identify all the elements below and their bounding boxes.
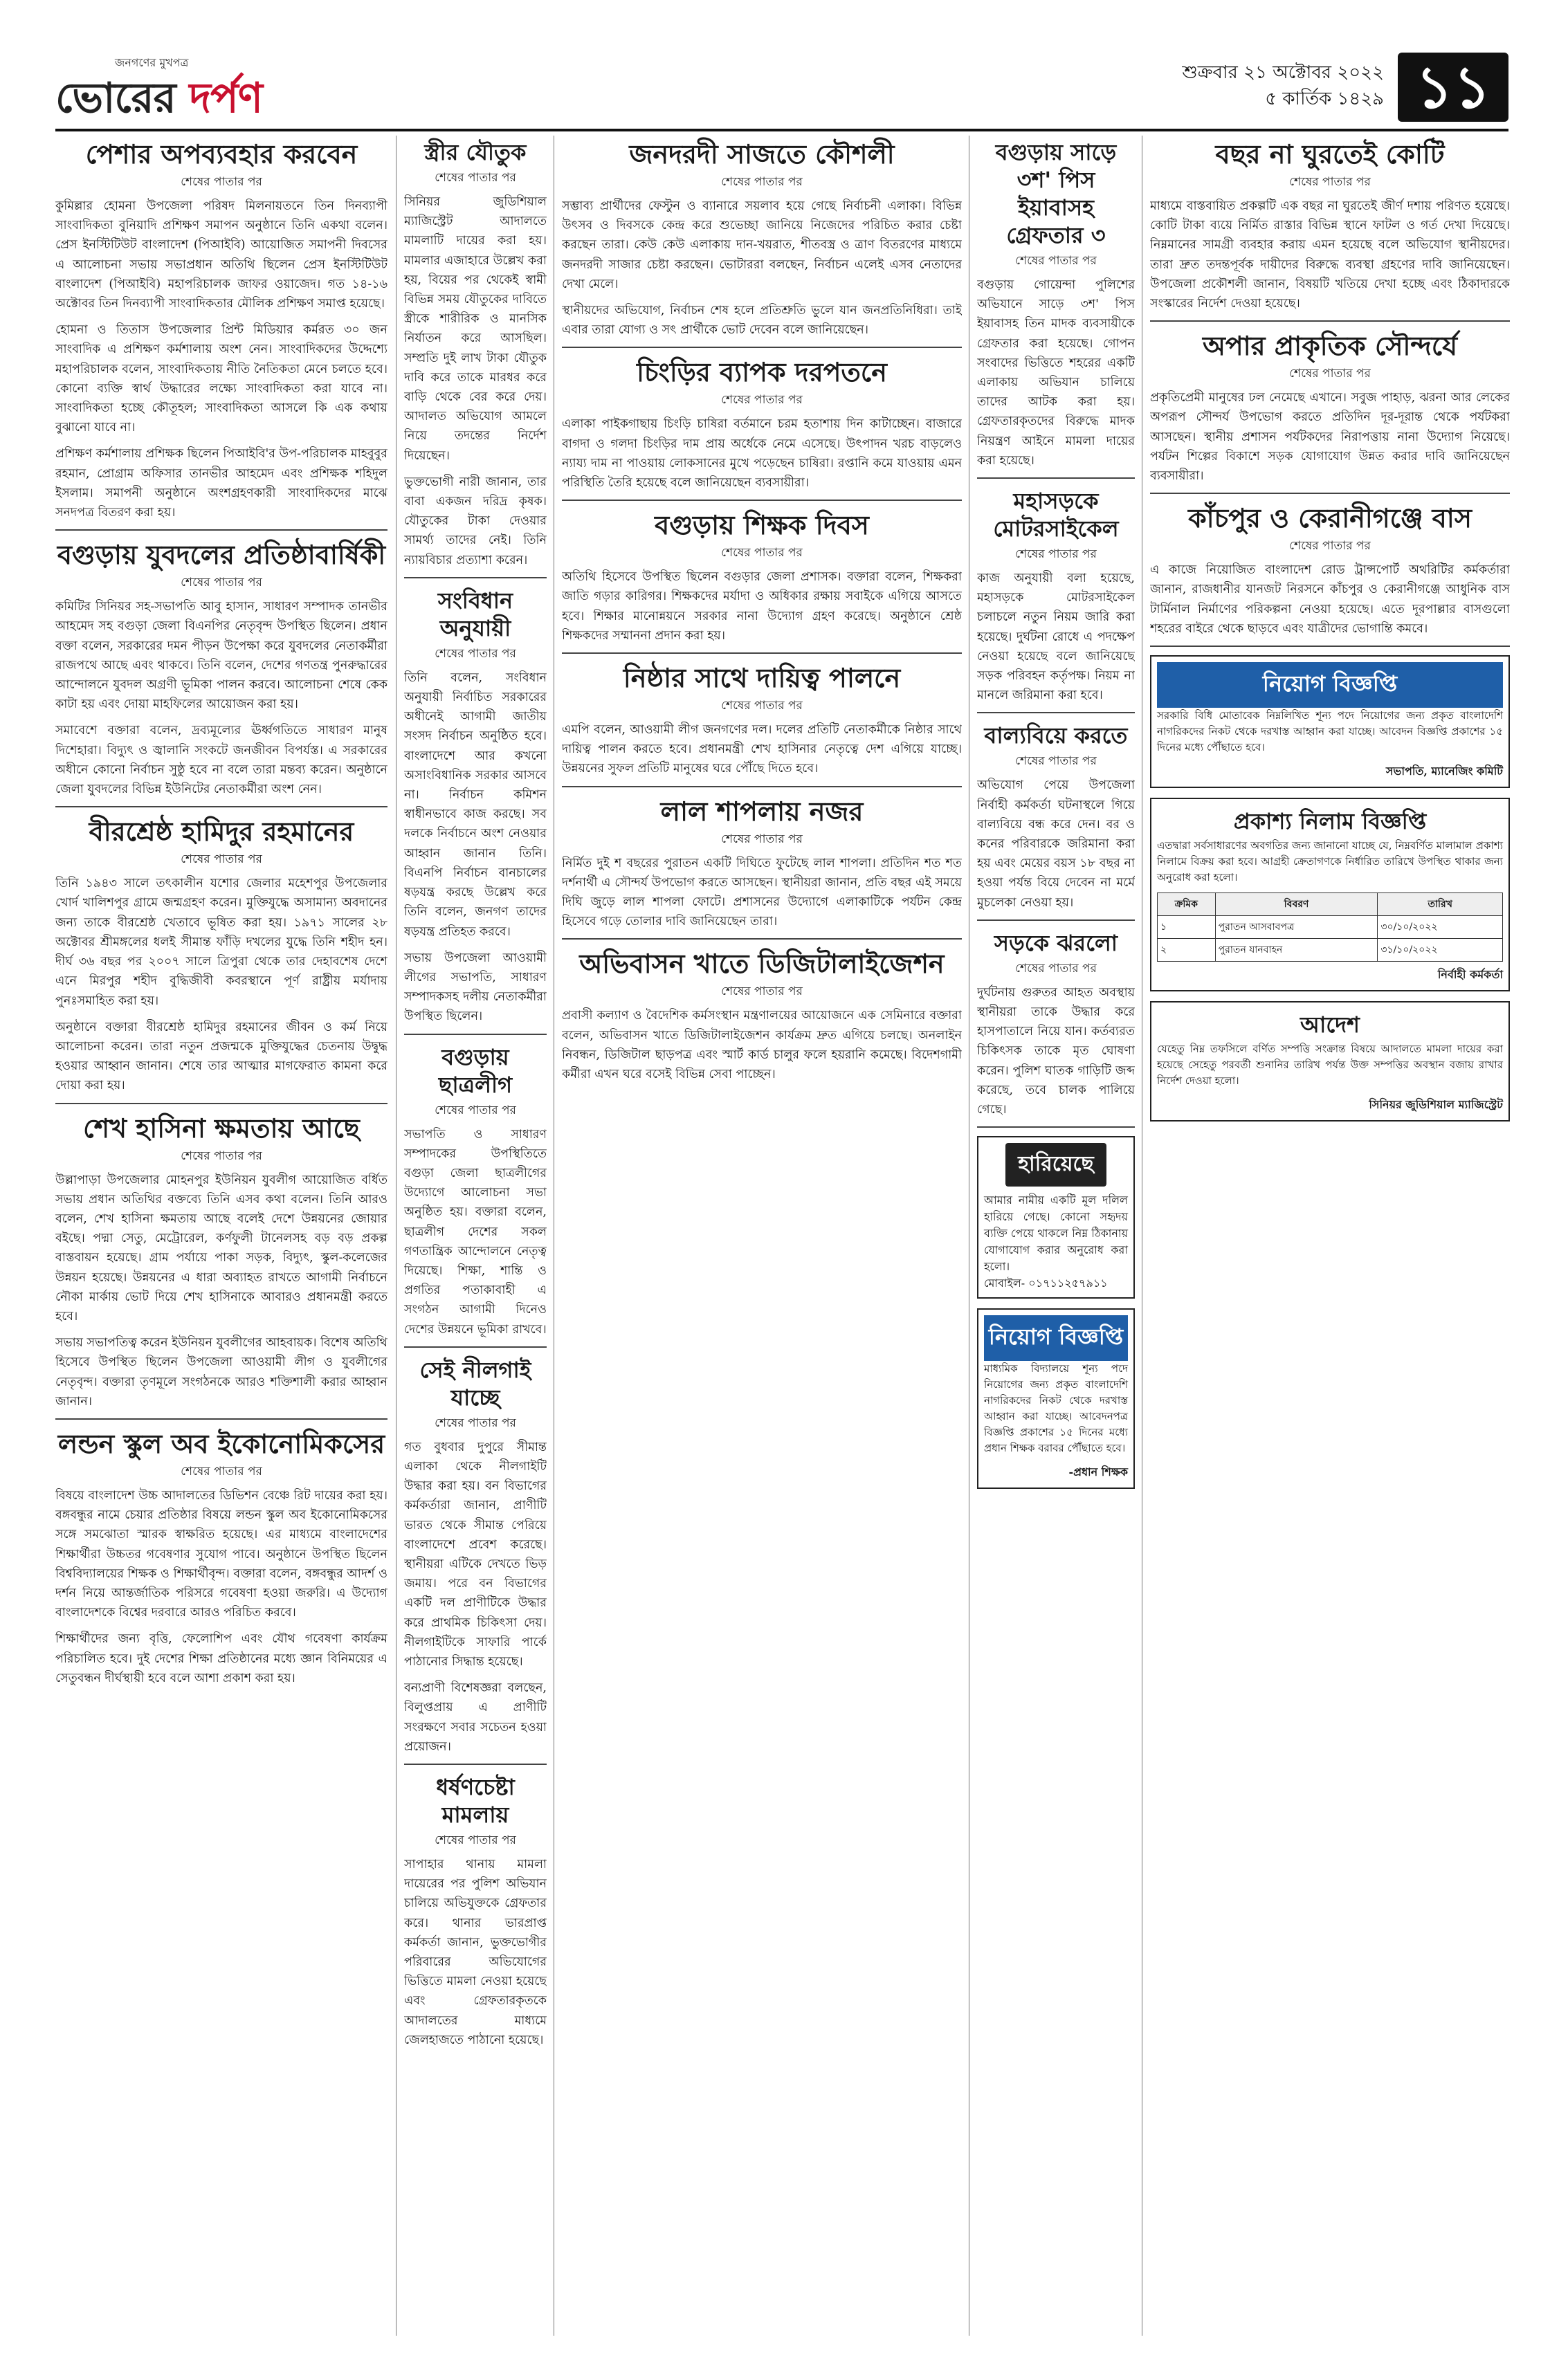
article-paragraph: বিষয়ে বাংলাদেশ উচ্চ আদালতের ডিভিশন বেঞ্চে রিট দায়ের করা হয়। বঙ্গবন্ধুর নামে চেয়ার প্রতিষ্ঠার বিষয়ে লন্ডন স্কুল অব ইকোনোমিকসের সঙ্গে সমঝোতা স্মারক স্বাক্ষরিত হয়েছে। এর মাধ্যমে বাংলাদেশের শিক্ষার্থীরা উচ্চতর গবেষণার সুযোগ পাবে। অনুষ্ঠানে উপস্থিত ছিলেন বিশ্ববিদ্যালয়ের শিক্ষক ও শিক্ষার্থীবৃন্দ। বক্তারা বলেন, বঙ্গবন্ধুর আদর্শ ও দর্শন নিয়ে আন্তর্জাতিক পরিসরে গবেষণা হওয়া জরুরি। এ উদ্যোগ বাংলাদেশকে বিশ্বের দরবারে আরও পরিচিত করবে।	[55, 1488, 388, 1620]
continued-label: শেষের পাতার পর	[435, 1103, 516, 1117]
article-paragraph: প্রবাসী কল্যাণ ও বৈদেশিক কর্মসংস্থান মন্ত্রণালয়ের আয়োজনে এক সেমিনারে বক্তারা বলেন, অভিবাসন খাতে ডিজিটালাইজেশন কার্যক্রম দ্রুত এগিয়ে চলছে। অনলাইন নিবন্ধন, ডিজিটাল ছাড়পত্র এবং স্মার্ট কার্ড চালুর ফলে হয়রানি কমেছে। বিদেশগামী কর্মীরা এখন ঘরে বসেই বিভিন্ন সেবা পাচ্ছেন।	[562, 1009, 962, 1082]
article-paragraph: এমপি বলেন, আওয়ামী লীগ জনগণের দল। দলের প্রতিটি নেতাকর্মীকে নিষ্ঠার সাথে দায়িত্ব পালন করতে হবে। প্রধানমন্ত্রী শেখ হাসিনার নেতৃত্বে দেশ এগিয়ে যাচ্ছে। উন্নয়নের সুফল প্রতিটি মানুষের ঘরে পৌঁছে দিতে হবে।	[562, 723, 962, 776]
headline: অভিবাসন খাতে ডিজিটালাইজেশন	[579, 949, 945, 980]
continued-label: শেষের পাতার পর	[721, 393, 803, 408]
continued-label: শেষের পাতার পর	[435, 1833, 516, 1847]
continued-label: শেষের পাতার পর	[181, 852, 262, 867]
article-paragraph: অতিথি হিসেবে উপস্থিত ছিলেন বগুড়ার জেলা প্রশাসক। বক্তারা বলেন, শিক্ষকরা জাতি গড়ার কারিগর। শিক্ষকদের মর্যাদা ও অধিকার রক্ষায় সবাইকে এগিয়ে আসতে হবে। শিক্ষার মানোন্নয়নে সরকার নানা উদ্যোগ গ্রহণ করেছে। অনুষ্ঠানে শ্রেষ্ঠ শিক্ষকদের সম্মাননা প্রদান করা হয়।	[562, 570, 962, 643]
headline: জনদরদী সাজতে কৌশলী	[629, 139, 895, 170]
headline: চিংড়ির ব্যাপক দরপতনে	[637, 357, 887, 388]
headline: শেখ হাসিনা ক্ষমতায় আছে	[83, 1113, 360, 1144]
section-rule	[404, 1346, 547, 1348]
section-rule	[1150, 646, 1510, 647]
section-rule	[1150, 493, 1510, 494]
article-paragraph: সম্ভাব্য প্রার্থীদের ফেস্টুন ও ব্যানারে সয়লাব হয়ে গেছে নির্বাচনী এলাকা। বিভিন্ন উৎসব ও দিবসকে কেন্দ্র করে শুভেচ্ছা জানিয়ে নিজেদের পরিচিত করার চেষ্টা করছেন তারা। কেউ কেউ এলাকায় দান-খয়রাত, শীতবস্ত্র ও ত্রাণ বিতরণের মাধ্যমে জনদরদী সাজার চেষ্টা করছেন। ভোটাররা বলছেন, নির্বাচন এলেই এসব নেতাদের দেখা মেলে।	[562, 199, 962, 291]
job-notice-2	[1150, 655, 1510, 788]
article-paragraph: প্রশিক্ষণ কর্মশালায় প্রশিক্ষক ছিলেন পিআইবি'র উপ-পরিচালক মাহবুবুর রহমান, প্রোগ্রাম অফিসার তানভীর আহমেদ এবং প্রশিক্ষক শহিদুল ইসলাম। সমাপনী অনুষ্ঠানে অংশগ্রহণকারী সাংবাদিকদের মাঝে সনদপত্র বিতরণ করা হয়।	[55, 447, 388, 520]
table-header-cell: বিবরণ	[1215, 893, 1378, 916]
headline: স্ত্রীর যৌতুক	[424, 139, 527, 165]
court-order-text: যেহেতু নিম্ন তফসিলে বর্ণিত সম্পত্তি সংক্রান্ত বিষয়ে আদালতে মামলা দায়ের করা হয়েছে সেহেতু পরবর্তী শুনানির তারিখ পর্যন্ত উক্ত সম্পত্তির অবস্থান বজায় রাখার নির্দেশ দেওয়া হলো।	[1157, 1043, 1503, 1088]
article-paragraph: সমাবেশে বক্তারা বলেন, দ্রব্যমূল্যের ঊর্ধ্বগতিতে সাধারণ মানুষ দিশেহারা। বিদ্যুৎ ও জ্বালানি সংকটে জনজীবন বিপর্যস্ত। এ সরকারের অধীনে কোনো নির্বাচন সুষ্ঠু হবে না বলে তারা মন্তব্য করেন। অনুষ্ঠানে জেলা যুবদলের বিভিন্ন ইউনিটের নেতাকর্মীরা অংশ নেন।	[55, 724, 388, 797]
lost-notice	[977, 1136, 1135, 1299]
headline: বগুড়ায় শিক্ষক দিবস	[655, 510, 869, 541]
section-rule	[562, 347, 962, 348]
job-notice-text: মাধ্যমিক বিদ্যালয়ে শূন্য পদে নিয়োগের জন্য প্রকৃত বাংলাদেশি নাগরিকদের নিকট থেকে দরখাস্ত আহ্বান করা যাচ্ছে। আবেদনপত্র বিজ্ঞপ্তি প্রকাশের ১৫ দিনের মধ্যে প্রধান শিক্ষক বরাবর পৌঁছাতে হবে।	[984, 1362, 1128, 1455]
section-rule	[55, 1103, 388, 1104]
continued-label: শেষের পাতার পর	[1015, 547, 1097, 562]
headline: লাল শাপলায় নজর	[660, 796, 864, 827]
headline: সেই নীলগাই যাচ্ছে	[419, 1356, 531, 1411]
section-rule	[55, 806, 388, 807]
headline: ধর্ষণচেষ্টা মামলায়	[436, 1774, 515, 1828]
article-paragraph: ভুক্তভোগী নারী জানান, তার বাবা একজন দরিদ্র কৃষক। যৌতুকের টাকা দেওয়ার সামর্থ্য তাদের নেই। তিনি ন্যায়বিচার প্রত্যাশা করেন।	[404, 475, 547, 567]
court-order	[1150, 1001, 1510, 1122]
job-notice-title: নিয়োগ বিজ্ঞপ্তি	[984, 1315, 1128, 1361]
auction-notice-sign: নির্বাহী কর্মকর্তা	[1437, 968, 1503, 982]
court-order-sign: সিনিয়র জুডিশিয়াল ম্যাজিস্ট্রেট	[1369, 1098, 1503, 1112]
continued-label: শেষের পাতার পর	[1015, 961, 1097, 976]
continued-label: শেষের পাতার পর	[181, 175, 262, 189]
continued-label: শেষের পাতার পর	[1015, 254, 1097, 268]
masthead-name-b: দর্পণ	[189, 74, 262, 122]
article-paragraph: বগুড়ায় গোয়েন্দা পুলিশের অভিযানে সাড়ে ৩শ' পিস ইয়াবাসহ তিন মাদক ব্যবসায়ীকে গ্রেফতার করা হয়েছে। গোপন সংবাদের ভিত্তিতে শহরের একটি এলাকায় অভিযান চালিয়ে তাদের আটক করা হয়। গ্রেফতারকৃতদের বিরুদ্ধে মাদক নিয়ন্ত্রণ আইনে মামলা দায়ের করা হয়েছে।	[977, 278, 1135, 468]
continued-label: শেষের পাতার পর	[181, 576, 262, 590]
date-line-2: ৫ কার্তিক ১৪২৯	[1265, 89, 1384, 109]
column-5	[1150, 136, 1510, 2322]
dateline	[1182, 60, 1384, 112]
article-paragraph: মাধ্যমে বাস্তবায়িত প্রকল্পটি এক বছর না ঘুরতেই জীর্ণ দশায় পরিণত হয়েছে। কোটি টাকা ব্যয়ে নির্মিত রাস্তার বিভিন্ন স্থানে ফাটল ও গর্ত দেখা দিয়েছে। নিম্নমানের সামগ্রী ব্যবহার করায় এমন হয়েছে বলে অভিযোগ স্থানীয়দের। তারা দ্রুত তদন্তপূর্বক দায়ীদের বিরুদ্ধে ব্যবস্থা গ্রহণের দাবি জানিয়েছেন। উপজেলা প্রকৌশলী জানান, বিষয়টি খতিয়ে দেখা হচ্ছে এবং ঠিকাদারকে সংস্কারের নির্দেশ দেওয়া হয়েছে।	[1150, 199, 1510, 311]
column-3	[562, 136, 962, 2322]
table-cell: পুরাতন যানবাহন	[1215, 939, 1378, 962]
headline: নিষ্ঠার সাথে দায়িত্ব পালনে	[623, 663, 901, 694]
spacer	[977, 1299, 1135, 1308]
article-paragraph: অনুষ্ঠানে বক্তারা বীরশ্রেষ্ঠ হামিদুর রহমানের জীবন ও কর্ম নিয়ে আলোচনা করেন। তারা নতুন প্রজন্মকে মুক্তিযুদ্ধের চেতনায় উদ্বুদ্ধ হওয়ার আহ্বান জানান। শেষে তার আত্মার মাগফেরাত কামনা করে দোয়া করা হয়।	[55, 1020, 388, 1093]
headline: সড়কে ঝরলো	[994, 929, 1118, 956]
article-paragraph: সভাপতি ও সাধারণ সম্পাদকের উপস্থিতিতে বগুড়া জেলা ছাত্রলীগের উদ্যোগে আলোচনা সভা অনুষ্ঠিত হয়। বক্তারা বলেন, ছাত্রলীগ দেশের সকল গণতান্ত্রিক আন্দোলনে নেতৃত্ব দিয়েছে। শিক্ষা, শান্তি ও প্রগতির পতাকাবাহী এ সংগঠন আগামী দিনেও দেশের উন্নয়নে ভূমিকা রাখবে।	[404, 1127, 547, 1337]
auction-notice-title: প্রকাশ্য নিলাম বিজ্ঞপ্তি	[1233, 808, 1427, 835]
section-rule	[562, 938, 962, 940]
continued-label: শেষের পাতার পর	[435, 1416, 516, 1430]
headline: কাঁচপুর ও কেরানীগঞ্জে বাস	[1188, 503, 1472, 534]
article-paragraph: গত বুধবার দুপুরে সীমান্ত এলাকা থেকে নীলগাইটি উদ্ধার করা হয়। বন বিভাগের কর্মকর্তারা জানান, প্রাণীটি ভারত থেকে সীমান্ত পেরিয়ে বাংলাদেশে প্রবেশ করেছে। স্থানীয়রা এটিকে দেখতে ভিড় জমায়। পরে বন বিভাগের একটি দল প্রাণীটিকে উদ্ধার করে প্রাথমিক চিকিৎসা দেয়। নীলগাইটিকে সাফারি পার্কে পাঠানোর সিদ্ধান্ত হয়েছে।	[404, 1440, 547, 1669]
article-paragraph: প্রকৃতিপ্রেমী মানুষের ঢল নেমেছে এখানে। সবুজ পাহাড়, ঝরনা আর লেকের অপরূপ সৌন্দর্য উপভোগ করতে প্রতিদিন দূর-দূরান্ত থেকে পর্যটকরা আসছেন। স্থানীয় প্রশাসন পর্যটকদের নিরাপত্তায় নানা উদ্যোগ নিয়েছে। পর্যটন শিল্পের বিকাশে সড়ক যোগাযোগ উন্নত করার দাবি জানিয়েছেন ব্যবসায়ীরা।	[1150, 391, 1510, 484]
column-2	[404, 136, 547, 2322]
article-paragraph: সভায় সভাপতিত্ব করেন ইউনিয়ন যুবলীগের আহবায়ক। বিশেষ অতিথি হিসেবে উপস্থিত ছিলেন উপজেলা আওয়ামী লীগ ও যুবলীগের নেতৃবৃন্দ। বক্তারা তৃণমূলে সংগঠনকে আরও শক্তিশালী করার আহ্বান জানান।	[55, 1336, 388, 1409]
headline: বগুড়ায় ছাত্রলীগ	[438, 1043, 513, 1098]
job-notice-2-text: সরকারি বিধি মোতাবেক নিম্নলিখিত শূন্য পদে নিয়োগের জন্য প্রকৃত বাংলাদেশি নাগরিকদের নিকট থেকে দরখাস্ত আহ্বান করা যাচ্ছে। আবেদন বিজ্ঞপ্তি প্রকাশের ১৫ দিনের মধ্যে পৌঁছাতে হবে।	[1157, 709, 1503, 754]
article-paragraph: উল্লাপাড়া উপজেলার মোহনপুর ইউনিয়ন যুবলীগ আয়োজিত বর্ধিত সভায় প্রধান অতিথির বক্তব্যে তিনি এসব কথা বলেন। তিনি আরও বলেন, শেখ হাসিনা ক্ষমতায় আছে বলেই দেশে উন্নয়নের জোয়ার বইছে। পদ্মা সেতু, মেট্রোরেল, কর্ণফুলী টানেলসহ বড় বড় প্রকল্প বাস্তবায়ন হয়েছে। গ্রাম পর্যায়ে পাকা সড়ক, বিদ্যুৎ, স্কুল-কলেজের উন্নয়ন হয়েছে। উন্নয়নের এ ধারা অব্যাহত রাখতে আগামী নির্বাচনে নৌকা মার্কায় ভোট দিয়ে শেখ হাসিনাকে আবারও প্রধানমন্ত্রী করতে হবে।	[55, 1173, 388, 1324]
section-rule	[404, 1764, 547, 1765]
article-paragraph: তিনি ১৯৪৩ সালে তৎকালীন যশোর জেলার মহেশপুর উপজেলার খোর্দ খালিশপুর গ্রামে জন্মগ্রহণ করেন। মুক্তিযুদ্ধে অসামান্য অবদানের জন্য তাকে বীরশ্রেষ্ঠ খেতাবে ভূষিত করা হয়। ১৯৭১ সালের ২৮ অক্টোবর শ্রীমঙ্গলের ধলই সীমান্ত ফাঁড়ি দখলের যুদ্ধে তিনি শহীদ হন। দীর্ঘ ৩৬ বছর পর ২০০৭ সালে ত্রিপুরা থেকে তার দেহাবশেষ দেশে এনে মিরপুর শহীদ বুদ্ধিজীবী কবরস্থানে পূর্ণ রাষ্ট্রীয় মর্যাদায় পুনঃসমাহিত করা হয়।	[55, 877, 388, 1008]
continued-label: শেষের পাতার পর	[1289, 367, 1371, 381]
headline: পেশার অপব্যবহার করবেন	[85, 139, 358, 170]
headline: বীরশ্রেষ্ঠ হামিদুর রহমানের	[89, 816, 354, 848]
spacer	[1150, 788, 1510, 798]
continued-label: শেষের পাতার পর	[721, 546, 803, 560]
masthead-tagline: জনগণের মুখপত্র	[115, 56, 189, 69]
article-paragraph: শিক্ষার্থীদের জন্য বৃত্তি, ফেলোশিপ এবং যৌথ গবেষণা কার্যক্রম পরিচালিত হবে। দুই দেশের শিক্ষা প্রতিষ্ঠানের মধ্যে জ্ঞান বিনিময়ের এ সেতুবন্ধন দীর্ঘস্থায়ী হবে বলে আশা প্রকাশ করা হয়।	[55, 1632, 388, 1685]
article-paragraph: কাজ অনুযায়ী বলা হয়েছে, মহাসড়কে মোটরসাইকেল চলাচলে নতুন নিয়ম জারি করা হয়েছে। দুর্ঘটনা রোধে এ পদক্ষেপ নেওয়া হয়েছে বলে জানিয়েছে সড়ক পরিবহন কর্তৃপক্ষ। নিয়ম না মানলে জরিমানা করা হবে।	[977, 571, 1135, 703]
lost-notice-contact: মোবাইল- ০১৭১১২৫৭৯১১	[984, 1276, 1108, 1290]
table-row	[1158, 939, 1503, 962]
article-paragraph: কমিটির সিনিয়র সহ-সভাপতি আবু হাসান, সাধারণ সম্পাদক তানভীর আহমেদ সহ বগুড়া জেলা বিএনপির নেতৃবৃন্দ উপস্থিত ছিলেন। প্রধান বক্তা বলেন, সরকারের দমন পীড়ন উপেক্ষা করে যুবদলের নেতাকর্মীরা রাজপথে আছে এবং থাকবে। তিনি বলেন, দেশের গণতন্ত্র পুনরুদ্ধারের আন্দোলনে যুবদল অগ্রণী ভূমিকা পালন করবে। আলোচনা শেষে কেক কাটা হয় এবং দোয়া মাহফিলের আয়োজন করা হয়।	[55, 600, 388, 712]
continued-label: শেষের পাতার পর	[435, 171, 516, 185]
auction-notice-text: এতদ্বারা সর্বসাধারণের অবগতির জন্য জানানো যাচ্ছে যে, নিম্নবর্ণিত মালামাল প্রকাশ্য নিলামে বিক্রয় করা হবে। আগ্রহী ক্রেতাগণকে নির্ধারিত তারিখে উপস্থিত থাকার জন্য অনুরোধ করা হলো।	[1157, 839, 1503, 884]
continued-label: শেষের পাতার পর	[1015, 754, 1097, 769]
headline: সংবিধান অনুযায়ী	[437, 587, 513, 641]
continued-label: শেষের পাতার পর	[435, 646, 516, 661]
court-order-title: আদেশ	[1300, 1012, 1360, 1038]
article-paragraph: সাপাহার থানায় মামলা দায়েরের পর পুলিশ অভিযান চালিয়ে অভিযুক্তকে গ্রেফতার করে। থানার ভারপ্রাপ্ত কর্মকর্তা জানান, ভুক্তভোগীর পরিবারের অভিযোগের ভিত্তিতে মামলা নেওয়া হয়েছে এবং গ্রেফতারকৃতকে আদালতের মাধ্যমে জেলহাজতে পাঠানো হয়েছে।	[404, 1858, 547, 2047]
headline: মহাসড়কে মোটরসাইকেল	[993, 488, 1119, 542]
masthead-logo	[55, 54, 332, 122]
job-notice-2-title: নিয়োগ বিজ্ঞপ্তি	[1157, 662, 1503, 708]
job-notice	[977, 1308, 1135, 1489]
auction-table	[1157, 892, 1503, 962]
section-rule	[562, 786, 962, 787]
table-cell: ১	[1158, 916, 1216, 939]
article-paragraph: এ কাজে নিয়োজিত বাংলাদেশ রোড ট্রান্সপোর্ট অথরিটির কর্মকর্তারা জানান, রাজধানীর যানজট নিরসনে কাঁচপুর ও কেরানীগঞ্জে আধুনিক বাস টার্মিনাল নির্মাণের পরিকল্পনা নেওয়া হয়েছে। এতে দূরপাল্লার বাসগুলো শহরের বাইরে থেকে ছাড়বে এবং যাত্রীদের ভোগান্তি কমবে।	[1150, 563, 1510, 636]
continued-label: শেষের পাতার পর	[721, 175, 803, 189]
continued-label: শেষের পাতার পর	[181, 1464, 262, 1479]
section-rule	[404, 1034, 547, 1035]
article-paragraph: এলাকা পাইকগাছায় চিংড়ি চাষিরা বর্তমানে চরম হতাশায় দিন কাটাচ্ছেন। বাজারে বাগদা ও গলদা চিংড়ির দাম প্রায় অর্ধেকে নেমে এসেছে। উৎপাদন খরচ বাড়লেও ন্যায্য দাম না পাওয়ায় লোকসানের মুখে পড়েছেন চাষিরা। রপ্তানি কমে যাওয়ায় এমন পরিস্থিতি তৈরি হয়েছে বলে জানিয়েছেন ব্যবসায়ীরা।	[562, 417, 962, 491]
page-number: ১১	[1398, 53, 1508, 122]
section-rule	[1150, 320, 1510, 322]
table-cell: ৩১/১০/২০২২	[1378, 939, 1503, 962]
masthead-rule	[55, 129, 1508, 131]
continued-label: শেষের পাতার পর	[721, 985, 803, 999]
masthead-name-a: ভোরের	[55, 74, 176, 122]
date-line-1: শুক্রবার ২১ অক্টোবর ২০২২	[1182, 62, 1384, 83]
section-rule	[562, 652, 962, 654]
section-rule	[404, 577, 547, 578]
job-notice-sign: -প্রধান শিক্ষক	[1068, 1465, 1128, 1479]
continued-label: শেষের পাতার পর	[721, 832, 803, 846]
masthead-name	[55, 66, 262, 136]
table-header-cell: ক্রমিক	[1158, 893, 1216, 916]
article-paragraph: তিনি বলেন, সংবিধান অনুযায়ী নির্বাচিত সরকারের অধীনেই আগামী জাতীয় সংসদ নির্বাচন অনুষ্ঠিত হবে। বাংলাদেশে আর কখনো অসাংবিধানিক সরকার আসবে না। নির্বাচন কমিশন স্বাধীনভাবে কাজ করছে। সব দলকে নির্বাচনে অংশ নেওয়ার আহ্বান জানান তিনি। বিএনপি নির্বাচন বানচালের ষড়যন্ত্র করছে উল্লেখ করে তিনি বলেন, জনগণ তাদের ষড়যন্ত্র প্রতিহত করবে।	[404, 670, 547, 939]
section-rule	[977, 1126, 1135, 1128]
continued-label: শেষের পাতার পর	[721, 699, 803, 713]
headline: বাল্যবিয়ে করতে	[984, 722, 1128, 749]
section-rule	[977, 919, 1135, 921]
table-row	[1158, 916, 1503, 939]
table-header-cell: তারিখ	[1378, 893, 1503, 916]
table-cell: ২	[1158, 939, 1216, 962]
lost-notice-title: হারিয়েছে	[1005, 1143, 1106, 1187]
continued-label: শেষের পাতার পর	[181, 1148, 262, 1163]
auction-notice	[1150, 798, 1510, 991]
lost-notice-text: আমার নামীয় একটি মূল দলিল হারিয়ে গেছে। কোনো সহৃদয় ব্যক্তি পেয়ে থাকলে নিম্ন ঠিকানায় যোগাযোগ করার অনুরোধ করা হলো।	[984, 1193, 1128, 1274]
table-cell: ৩০/১০/২০২২	[1378, 916, 1503, 939]
article-paragraph: নির্মিত দুই শ বছরের পুরাতন একটি দিঘিতে ফুটেছে লাল শাপলা। প্রতিদিন শত শত দর্শনার্থী এ সৌন্দর্য উপভোগ করতে আসছেন। স্থানীয়রা জানান, প্রতি বছর এই সময়ে দিঘি জুড়ে লাল শাপলা ফোটে। প্রশাসনের উদ্যোগে এলাকাটিকে পর্যটন কেন্দ্র হিসেবে গড়ে তোলার দাবি জানিয়েছেন তারা।	[562, 856, 962, 929]
article-paragraph: অভিযোগ পেয়ে উপজেলা নির্বাহী কর্মকর্তা ঘটনাস্থলে গিয়ে বাল্যবিয়ে বন্ধ করে দেন। বর ও কনের পরিবারকে জরিমানা করা হয় এবং মেয়ের বয়স ১৮ বছর না হওয়া পর্যন্ত বিয়ে দেবেন না মর্মে মুচলেকা নেওয়া হয়।	[977, 778, 1135, 910]
headline: বগুড়ায় যুবদলের প্রতিষ্ঠাবার্ষিকী	[57, 540, 386, 571]
article-paragraph: কুমিল্লার হোমনা উপজেলা পরিষদ মিলনায়তনে তিন দিনব্যাপী সাংবাদিকতা বুনিয়াদি প্রশিক্ষণ সমাপন অনুষ্ঠানে তিনি একথা বলেন। প্রেস ইনস্টিটিউট বাংলাদেশ (পিআইবি) আয়োজিত সমাপনী দিবসের এ আলোচনা সভায় সভাপ্রধান অতিথি ছিলেন প্রেস ইনস্টিটিউট বাংলাদেশ (পিআইবি) মহাপরিচালক জাফর ওয়াজেদ। গত ১৪-১৬ অক্টোবর তিন দিনব্যাপী সাংবাদিকতার মৌলিক প্রশিক্ষণ সমাপ্ত হয়েছে।	[55, 199, 388, 311]
job-notice-2-sign: সভাপতি, ম্যানেজিং কমিটি	[1385, 765, 1503, 778]
section-rule	[977, 477, 1135, 479]
auction-table-head	[1158, 893, 1503, 916]
headline: অপার প্রাকৃতিক সৌন্দর্যে	[1202, 331, 1458, 362]
headline: লন্ডন স্কুল অব ইকোনোমিকসের	[57, 1428, 385, 1459]
article-paragraph: স্থানীয়দের অভিযোগ, নির্বাচন শেষ হলে প্রতিশ্রুতি ভুলে যান জনপ্রতিনিধিরা। তাই এবার তারা যোগ্য ও সৎ প্রার্থীকে ভোট দেবেন বলে জানিয়েছেন।	[562, 304, 962, 338]
section-rule	[55, 1418, 388, 1420]
article-paragraph: হোমনা ও তিতাস উপজেলার প্রিন্ট মিডিয়ার কর্মরত ৩০ জন সাংবাদিক এ প্রশিক্ষণ কর্মশালায় অংশ নেন। সাংবাদিকদের উদ্দেশ্যে মহাপরিচালক বলেন, সাংবাদিকতায় নীতি নৈতিকতা মেনে চলতে হবে। কোনো ব্যক্তি স্বার্থ উদ্ধারের লক্ষ্যে সাংবাদিকতা করা যাবে না। সাংবাদিকতা হচ্ছে কৌতূহল; সাংবাদিকতা আসলে কি এক কথায় বুঝানো যাবে না।	[55, 323, 388, 435]
article-paragraph: সভায় উপজেলা আওয়ামী লীগের সভাপতি, সাধারণ সম্পাদকসহ দলীয় নেতাকর্মীরা উপস্থিত ছিলেন।	[404, 951, 547, 1024]
headline: বগুড়ায় সাড়ে ৩শ' পিস ইয়াবাসহ গ্রেফতার ৩	[995, 139, 1117, 248]
continued-label: শেষের পাতার পর	[1289, 175, 1371, 189]
column-1	[55, 136, 388, 2322]
section-rule	[562, 500, 962, 501]
column-4	[977, 136, 1135, 2322]
continued-label: শেষের পাতার পর	[1289, 539, 1371, 553]
section-rule	[977, 712, 1135, 713]
table-cell: পুরাতন আসবাবপত্র	[1215, 916, 1378, 939]
article-paragraph: বন্যপ্রাণী বিশেষজ্ঞরা বলছেন, বিলুপ্তপ্রায় এ প্রাণীটি সংরক্ষণে সবার সচেতন হওয়া প্রয়োজন।	[404, 1681, 547, 1754]
article-paragraph: সিনিয়র জুডিশিয়াল ম্যাজিস্ট্রেট আদালতে মামলাটি দায়ের করা হয়। মামলার এজাহারে উল্লেখ করা হয়, বিয়ের পর থেকেই স্বামী বিভিন্ন সময় যৌতুকের দাবিতে স্ত্রীকে শারীরিক ও মানসিক নির্যাতন করে আসছিল। সম্প্রতি দুই লাখ টাকা যৌতুক দাবি করে তাকে মারধর করে বাড়ি থেকে বের করে দেয়। আদালত অভিযোগ আমলে নিয়ে তদন্তের নির্দেশ দিয়েছেন।	[404, 195, 547, 463]
section-rule	[55, 529, 388, 531]
article-paragraph: দুর্ঘটনায় গুরুতর আহত অবস্থায় স্থানীয়রা তাকে উদ্ধার করে হাসপাতালে নিয়ে যান। কর্তব্যরত চিকিৎসক তাকে মৃত ঘোষণা করেন। পুলিশ ঘাতক গাড়িটি জব্দ করেছে, তবে চালক পালিয়ে গেছে।	[977, 985, 1135, 1117]
headline: বছর না ঘুরতেই কোটি	[1215, 139, 1445, 170]
spacer	[1150, 991, 1510, 1001]
